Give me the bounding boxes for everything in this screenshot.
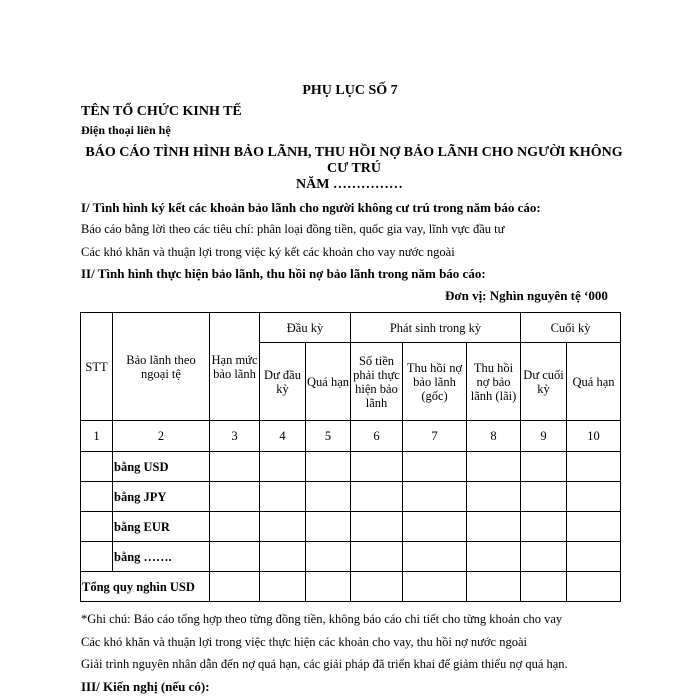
table-cell (403, 482, 467, 512)
note-overdue-explanation: Giải trình nguyên nhân dẫn đến nợ quá hạn, các giải pháp đã triển khai để giảm thiểu nợ quá hạn. (81, 657, 568, 671)
table-cell (260, 452, 306, 482)
report-year: NĂM …………… (296, 177, 403, 192)
report-title: BÁO CÁO TÌNH HÌNH BẢO LÃNH, THU HỒI NỢ BẢO LÃNH CHO NGƯỜI KHÔNG CƯ TRÚ (85, 145, 623, 176)
section-3-heading: III/ Kiến nghị (nếu có): (81, 679, 210, 694)
note-difficulties: Các khó khăn và thuận lợi trong việc thực hiện các khoản cho vay, thu hồi nợ nước ngoài (81, 635, 527, 649)
table-cell (351, 512, 403, 542)
column-number: 3 (210, 421, 260, 452)
table-cell (467, 482, 521, 512)
table-cell (403, 542, 467, 572)
column-number: 8 (467, 421, 521, 452)
table-cell (81, 452, 113, 482)
table-cell (260, 512, 306, 542)
table-cell (521, 542, 567, 572)
column-number: 1 (81, 421, 113, 452)
header-recovered-interest: Thu hồi nợ bảo lãnh (lãi) (467, 343, 521, 421)
organization-name: TÊN TỔ CHỨC KINH TẾ (81, 104, 242, 119)
row-label-total-usd: Tổng quy nghìn USD (81, 572, 210, 602)
section-1-line-1: Báo cáo bằng lời theo các tiêu chí: phân loại đồng tiền, quốc gia vay, lĩnh vực đầu tư (81, 222, 505, 236)
header-guarantee-limit: Hạn mức bảo lãnh (210, 313, 260, 421)
note-summary: *Ghi chú: Báo cáo tổng hợp theo từng đồng tiền, không báo cáo chi tiết cho từng khoản cho vay (81, 612, 563, 626)
header-ending-overdue: Quá hạn (567, 343, 621, 421)
table-cell (260, 572, 306, 602)
section-1-heading: I/ Tình hình ký kết các khoản bảo lãnh cho người không cư trú trong năm báo cáo: (81, 200, 541, 215)
appendix-title: PHỤ LỤC SỐ 7 (302, 83, 398, 98)
header-stt: STT (81, 313, 113, 421)
table-cell (351, 542, 403, 572)
table-cell (467, 512, 521, 542)
table-row (81, 452, 621, 482)
table-cell (521, 482, 567, 512)
table-cell (210, 542, 260, 572)
table-cell (306, 482, 351, 512)
table-cell (306, 512, 351, 542)
table-cell (567, 572, 621, 602)
header-beginning-overdue: Quá hạn (306, 343, 351, 421)
header-arising-in-period: Phát sinh trong kỳ (351, 313, 521, 343)
table-cell (567, 512, 621, 542)
table-cell (210, 572, 260, 602)
header-ending-balance: Dư cuối kỳ (521, 343, 567, 421)
table-cell (403, 452, 467, 482)
table-row-total (81, 572, 621, 602)
table-cell (351, 572, 403, 602)
table-cell (81, 482, 113, 512)
table-cell (210, 482, 260, 512)
row-label-jpy: bằng JPY (113, 482, 210, 512)
table-cell (260, 482, 306, 512)
column-number: 5 (306, 421, 351, 452)
unit-label: Đơn vị: Nghìn nguyên tệ ‘000 (445, 288, 608, 303)
column-number-row (81, 421, 621, 452)
section-1-line-2: Các khó khăn và thuận lợi trong việc ký kết các khoản cho vay nước ngoài (81, 245, 455, 259)
table-cell (81, 542, 113, 572)
table-cell (403, 572, 467, 602)
table-cell (210, 512, 260, 542)
column-number: 10 (567, 421, 621, 452)
contact-phone-label: Điện thoại liên hệ (81, 123, 171, 137)
table-cell (403, 512, 467, 542)
column-number: 2 (113, 421, 210, 452)
header-amount-to-perform: Số tiền phải thực hiện bảo lãnh (351, 343, 403, 421)
header-beginning-balance: Dư đầu kỳ (260, 343, 306, 421)
table-cell (467, 572, 521, 602)
table-cell (467, 452, 521, 482)
table-row (81, 542, 621, 572)
row-label-usd: bằng USD (113, 452, 210, 482)
row-label-eur: bằng EUR (113, 512, 210, 542)
table-cell (521, 572, 567, 602)
table-cell (306, 452, 351, 482)
table-cell (467, 542, 521, 572)
table-cell (567, 482, 621, 512)
section-2-heading: II/ Tình hình thực hiện bảo lãnh, thu hồi nợ bảo lãnh trong năm báo cáo: (81, 266, 486, 281)
table-cell (521, 512, 567, 542)
table-cell (210, 452, 260, 482)
row-label-other-currency: bằng ……. (113, 542, 210, 572)
column-number: 7 (403, 421, 467, 452)
table-cell (81, 512, 113, 542)
header-recovered-principal: Thu hồi nợ bảo lãnh (gốc) (403, 343, 467, 421)
table-row (81, 482, 621, 512)
table-cell (306, 542, 351, 572)
column-number: 4 (260, 421, 306, 452)
table-cell (306, 572, 351, 602)
table-cell (567, 542, 621, 572)
table-cell (351, 452, 403, 482)
guarantee-report-table (80, 312, 621, 602)
header-end-period: Cuối kỳ (521, 313, 621, 343)
table-cell (260, 542, 306, 572)
table-row (81, 512, 621, 542)
table-cell (567, 452, 621, 482)
table-cell (521, 452, 567, 482)
table-cell (351, 482, 403, 512)
column-number: 6 (351, 421, 403, 452)
column-number: 9 (521, 421, 567, 452)
header-beginning-period: Đầu kỳ (260, 313, 351, 343)
header-guarantee-currency: Bảo lãnh theo ngoại tệ (113, 313, 210, 421)
